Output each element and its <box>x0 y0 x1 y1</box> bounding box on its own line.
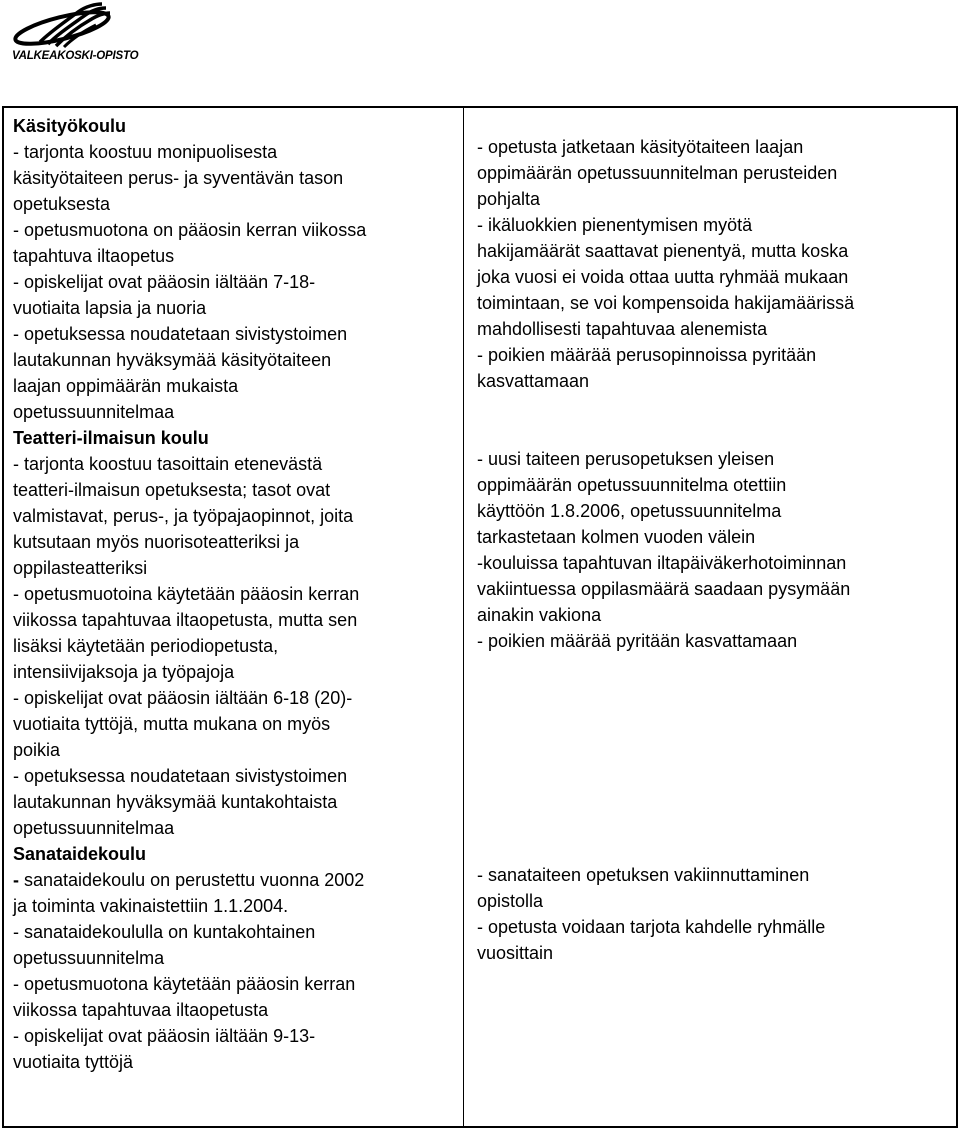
text-line: viikossa tapahtuvaa iltaopetusta, mutta sen <box>13 610 358 630</box>
text-line <box>13 867 455 893</box>
logo-text: VALKEAKOSKI-OPISTO <box>12 50 139 62</box>
text-line: - uusi taiteen perusopetuksen yleisen <box>477 449 775 469</box>
text-line: kasvattamaan <box>477 371 590 391</box>
text-line: - poikien määrää perusopinnoissa pyritään <box>477 345 817 365</box>
spacer <box>477 654 950 862</box>
text-line: pohjalta <box>477 189 541 209</box>
text-line: hakijamäärät saattavat pienentyä, mutta koska <box>477 241 849 261</box>
logo-emblem-icon <box>10 2 135 52</box>
text-line: vuosittain <box>477 943 554 963</box>
text-line: tarkastetaan kolmen vuoden välein <box>477 527 756 547</box>
text-line: opetussuunnitelma <box>13 948 165 968</box>
section-heading-teatteri: Teatteri-ilmaisun koulu <box>13 428 209 448</box>
text-line: - ikäluokkien pienentymisen myötä <box>477 215 753 235</box>
text-line: vuotiaita lapsia ja nuoria <box>13 298 207 318</box>
text-line: - sanataidekoululla on kuntakohtainen <box>13 922 316 942</box>
text-line: - opetusmuotoina käytetään pääosin kerran <box>13 584 360 604</box>
text-line: - opiskelijat ovat pääosin iältään 7-18- <box>13 272 316 292</box>
text-line: opetussuunnitelmaa <box>13 818 175 838</box>
text-line: - opiskelijat ovat pääosin iältään 9-13- <box>13 1026 316 1046</box>
left-column <box>4 108 464 1126</box>
text-line: ainakin vakiona <box>477 605 602 625</box>
text-line: opetussuunnitelmaa <box>13 402 175 422</box>
text-line: toimintaan, se voi kompensoida hakijamäärissä <box>477 293 855 313</box>
text-line: - sanataiteen opetuksen vakiinnuttaminen <box>477 865 810 885</box>
text-line: kutsutaan myös nuorisoteatteriksi ja <box>13 532 300 552</box>
text-line: oppimäärän opetussuunnitelman perusteiden <box>477 163 838 183</box>
text-line: - tarjonta koostuu monipuolisesta <box>13 142 278 162</box>
text-line: - opetuksessa noudatetaan sivistystoimen <box>13 766 348 786</box>
text-fragment: sanataidekoulu on perustettu vuonna 2002 <box>19 870 365 890</box>
text-line: oppimäärän opetussuunnitelma otettiin <box>477 475 787 495</box>
text-line: teatteri-ilmaisun opetuksesta; tasot ovat <box>13 480 331 500</box>
text-line: - opiskelijat ovat pääosin iältään 6-18 (20)- <box>13 688 353 708</box>
text-line: poikia <box>13 740 61 760</box>
right-column <box>464 108 956 1126</box>
text-line: lisäksi käytetään periodiopetusta, <box>13 636 279 656</box>
text-line: joka vuosi ei voida ottaa uutta ryhmää mukaan <box>477 267 849 287</box>
section-heading-sanataidekoulu: Sanataidekoulu <box>13 844 147 864</box>
text-line: - opetusmuotona on pääosin kerran viikossa <box>13 220 367 240</box>
text-line: opetuksesta <box>13 194 111 214</box>
section-heading-kasityokoulu: Käsityökoulu <box>13 116 127 136</box>
text-line: valmistavat, perus-, ja työpajaopinnot, joita <box>13 506 354 526</box>
text-line: vakiintuessa oppilasmäärä saadaan pysymään <box>477 579 851 599</box>
text-line: käsityötaiteen perus- ja syventävän tason <box>13 168 344 188</box>
spacer <box>477 394 950 446</box>
text-line: ja toiminta vakinaistettiin 1.1.2004. <box>13 896 289 916</box>
text-line: tapahtuva iltaopetus <box>13 246 175 266</box>
content-table <box>2 106 958 1128</box>
text-line: - opetusta jatketaan käsityötaiteen laajan <box>477 137 804 157</box>
text-line: -kouluissa tapahtuvan iltapäiväkerhotoiminnan <box>477 553 847 573</box>
text-line: opistolla <box>477 891 544 911</box>
text-line: oppilasteatteriksi <box>13 558 148 578</box>
text-line: - tarjonta koostuu tasoittain etenevästä <box>13 454 323 474</box>
text-line: vuotiaita tyttöjä, mutta mukana on myös <box>13 714 331 734</box>
text-line: - opetusta voidaan tarjota kahdelle ryhmälle <box>477 917 826 937</box>
text-line: - poikien määrää pyritään kasvattamaan <box>477 631 798 651</box>
text-line: käyttöön 1.8.2006, opetussuunnitelma <box>477 501 782 521</box>
text-line: - opetusmuotona käytetään pääosin kerran <box>13 974 356 994</box>
text-line: laajan oppimäärän mukaista <box>13 376 239 396</box>
text-line: lautakunnan hyväksymää kuntakohtaista <box>13 792 338 812</box>
text-line: - opetuksessa noudatetaan sivistystoimen <box>13 324 348 344</box>
text-line: mahdollisesti tapahtuvaa alenemista <box>477 319 768 339</box>
text-line: vuotiaita tyttöjä <box>13 1052 134 1072</box>
text-line: lautakunnan hyväksymää käsityötaiteen <box>13 350 332 370</box>
bold-dash: - <box>13 870 19 890</box>
text-line: intensiivijaksoja ja työpajoja <box>13 662 235 682</box>
text-line: viikossa tapahtuvaa iltaopetusta <box>13 1000 269 1020</box>
valkeakoski-opisto-logo <box>10 2 139 66</box>
